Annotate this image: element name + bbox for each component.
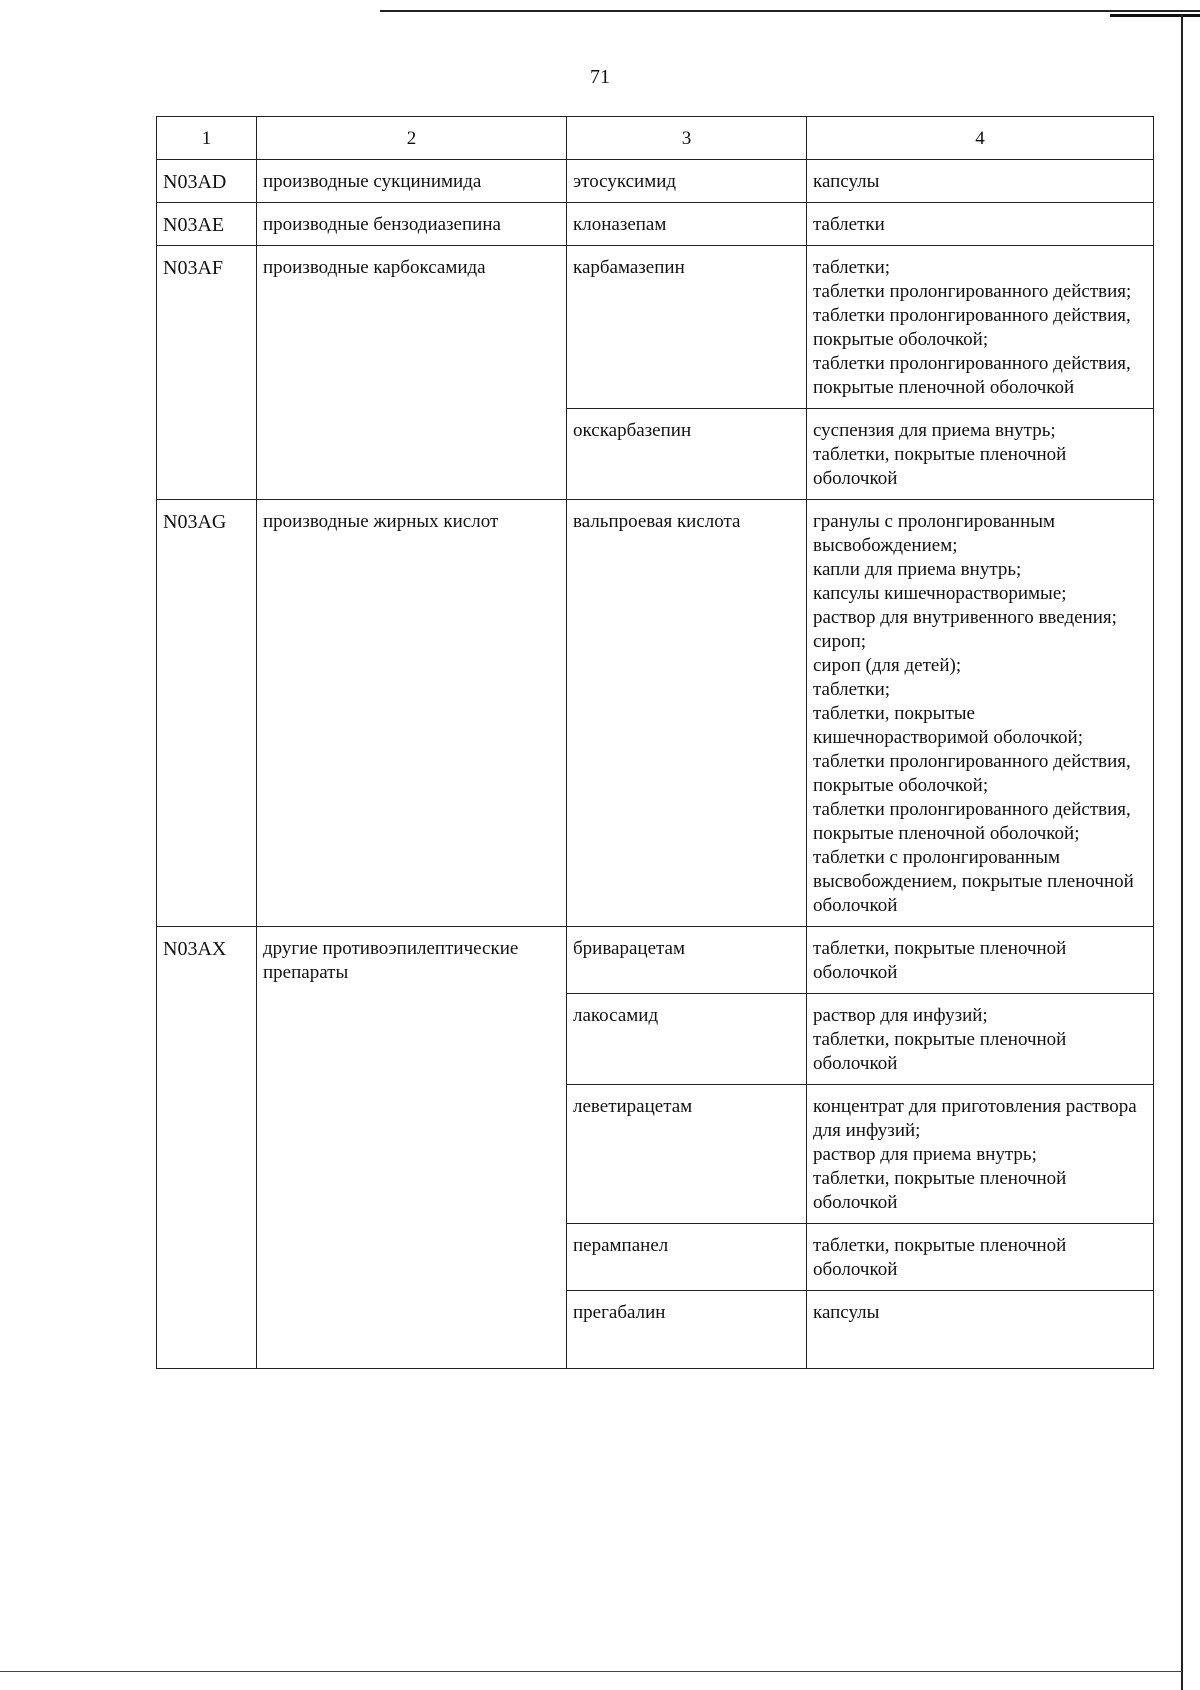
dosage-forms bbox=[807, 927, 1154, 994]
dosage-forms bbox=[807, 203, 1154, 246]
dosage-form: гранулы с пролонгированным высвобождением; bbox=[813, 511, 1056, 556]
dosage-form: раствор для инфузий; bbox=[813, 1005, 988, 1026]
atc-code: N03AX bbox=[157, 927, 257, 1369]
dosage-forms bbox=[807, 1291, 1154, 1369]
dosage-form: таблетки, покрытые пленочной оболочкой bbox=[813, 1235, 1067, 1280]
table-row bbox=[157, 203, 1154, 246]
dosage-form: таблетки, покрытые пленочной оболочкой bbox=[813, 444, 1067, 489]
dosage-form: раствор для приема внутрь; bbox=[813, 1144, 1037, 1165]
dosage-form: таблетки, покрытые пленочной оболочкой bbox=[813, 1029, 1067, 1074]
scan-artifact-right-edge bbox=[1181, 14, 1183, 1690]
dosage-form: таблетки пролонгированного действия, покрытые оболочкой; bbox=[813, 751, 1131, 796]
dosage-form: таблетки пролонгированного действия, покрытые пленочной оболочкой; bbox=[813, 799, 1131, 844]
group-name: производные жирных кислот bbox=[257, 500, 567, 927]
dosage-form: таблетки, покрытые пленочной оболочкой bbox=[813, 1168, 1067, 1213]
table-row bbox=[157, 927, 1154, 994]
drug-table bbox=[156, 116, 1154, 1369]
drug-name: вальпроевая кислота bbox=[567, 500, 807, 927]
dosage-forms bbox=[807, 409, 1154, 500]
scan-artifact-top-line bbox=[380, 10, 1200, 12]
dosage-form: капсулы bbox=[813, 1302, 880, 1323]
page-number: 71 bbox=[590, 66, 610, 88]
group-name: производные бензодиазепина bbox=[257, 203, 567, 246]
dosage-forms bbox=[807, 160, 1154, 203]
scan-artifact-top-line-thick bbox=[1110, 14, 1200, 17]
dosage-form: таблетки; bbox=[813, 257, 891, 278]
group-name: производные сукцинимида bbox=[257, 160, 567, 203]
dosage-forms bbox=[807, 994, 1154, 1085]
header-col-4: 4 bbox=[807, 117, 1154, 160]
dosage-forms bbox=[807, 1224, 1154, 1291]
dosage-form: таблетки с пролонгированным высвобождением, покрытые пленочной оболочкой bbox=[813, 847, 1134, 916]
dosage-form: суспензия для приема внутрь; bbox=[813, 420, 1056, 441]
atc-code: N03AD bbox=[157, 160, 257, 203]
atc-code: N03AF bbox=[157, 246, 257, 500]
header-col-1: 1 bbox=[157, 117, 257, 160]
scan-artifact-bottom-line bbox=[0, 1671, 1182, 1672]
drug-name: перампанел bbox=[567, 1224, 807, 1291]
drug-name: лакосамид bbox=[567, 994, 807, 1085]
dosage-form: сироп; bbox=[813, 631, 867, 652]
group-name: производные карбоксамида bbox=[257, 246, 567, 500]
dosage-forms bbox=[807, 1085, 1154, 1224]
dosage-form: капли для приема внутрь; bbox=[813, 559, 1022, 580]
dosage-form: капсулы bbox=[813, 171, 880, 192]
dosage-form: таблетки пролонгированного действия; bbox=[813, 281, 1132, 302]
table-row bbox=[157, 246, 1154, 409]
atc-code: N03AG bbox=[157, 500, 257, 927]
drug-name: бриварацетам bbox=[567, 927, 807, 994]
drug-name: прегабалин bbox=[567, 1291, 807, 1369]
drug-name: карбамазепин bbox=[567, 246, 807, 409]
dosage-form: таблетки, покрытые пленочной оболочкой bbox=[813, 938, 1067, 983]
dosage-form: таблетки пролонгированного действия, покрытые оболочкой; bbox=[813, 305, 1131, 350]
atc-code: N03AE bbox=[157, 203, 257, 246]
header-col-3: 3 bbox=[567, 117, 807, 160]
group-name: другие противоэпилептические препараты bbox=[257, 927, 567, 1369]
table-row bbox=[157, 500, 1154, 927]
dosage-form: раствор для внутривенного введения; bbox=[813, 607, 1117, 628]
table-header-row bbox=[157, 117, 1154, 160]
dosage-forms bbox=[807, 500, 1154, 927]
dosage-form: концентрат для приготовления раствора для инфузий; bbox=[813, 1096, 1137, 1141]
dosage-forms bbox=[807, 246, 1154, 409]
dosage-form: таблетки пролонгированного действия, покрытые пленочной оболочкой bbox=[813, 353, 1131, 398]
drug-name: леветирацетам bbox=[567, 1085, 807, 1224]
drug-name: окскарбазепин bbox=[567, 409, 807, 500]
header-col-2: 2 bbox=[257, 117, 567, 160]
dosage-form: капсулы кишечнорастворимые; bbox=[813, 583, 1067, 604]
dosage-form: сироп (для детей); bbox=[813, 655, 962, 676]
dosage-form: таблетки bbox=[813, 214, 885, 235]
dosage-form: таблетки, покрытые кишечнорастворимой оболочкой; bbox=[813, 703, 1084, 748]
table-row bbox=[157, 160, 1154, 203]
dosage-form: таблетки; bbox=[813, 679, 891, 700]
drug-name: клоназепам bbox=[567, 203, 807, 246]
drug-name: этосуксимид bbox=[567, 160, 807, 203]
